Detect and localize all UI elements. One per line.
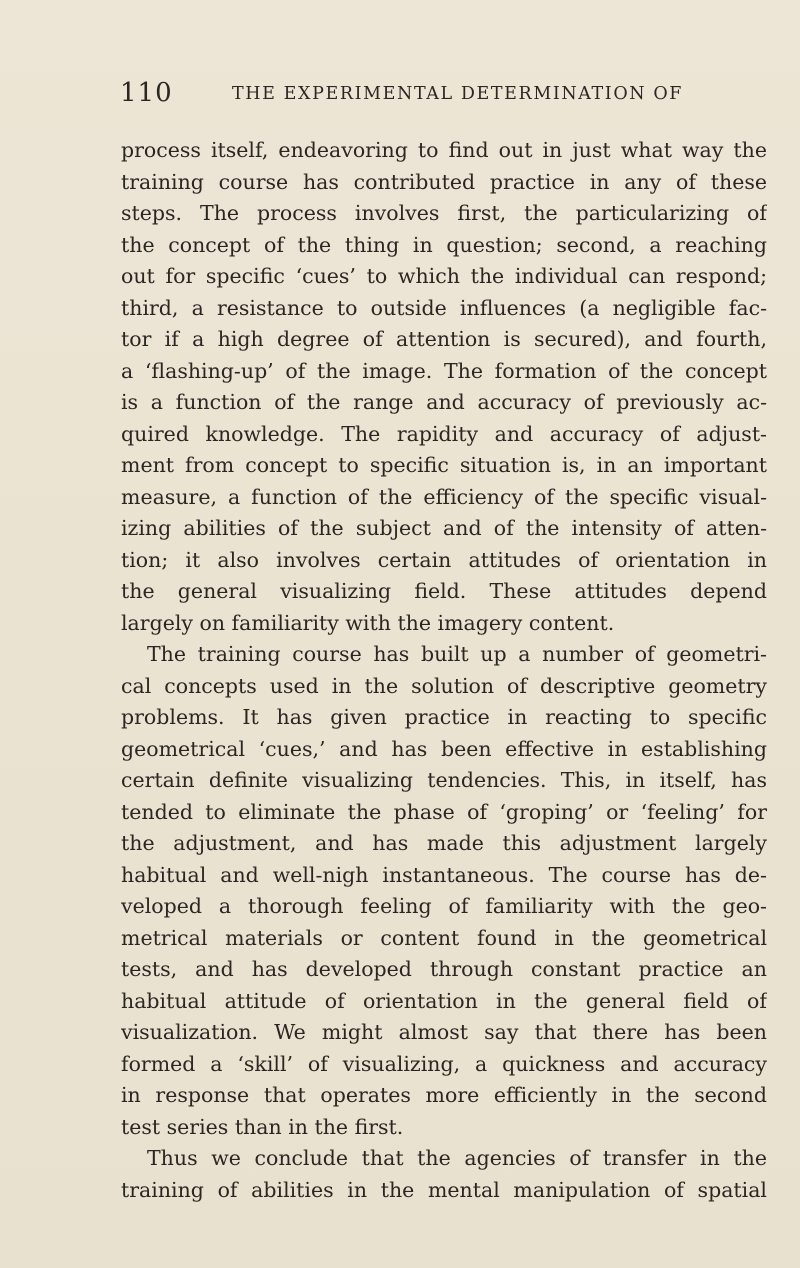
text-line: The training course has built up a number of geometri- xyxy=(147,642,767,666)
text-line: tests, and has developed through constant practice an xyxy=(121,957,767,981)
text-line: certain definite visualizing tendencies. This, in itself, has xyxy=(121,768,767,792)
text-line: tended to eliminate the phase of ‘groping’ or ‘feeling’ for xyxy=(121,799,767,824)
page-number: 110 xyxy=(120,78,173,108)
text-line: problems. It has given practice in reacting to specific xyxy=(121,705,767,729)
text-line: veloped a thorough feeling of familiarity with the geo- xyxy=(121,894,767,918)
text-line: measure, a function of the efficiency of the specific visual- xyxy=(121,484,767,509)
body-text xyxy=(121,135,767,1206)
text-line: is a function of the range and accuracy of previously ac- xyxy=(121,390,767,414)
text-line: in response that operates more efficiently in the second xyxy=(121,1083,767,1107)
text-line: cal concepts used in the solution of descriptive geometry xyxy=(121,673,767,698)
page-header xyxy=(120,78,780,114)
text-line: tion; it also involves certain attitudes of orientation in xyxy=(121,547,767,572)
text-line: habitual attitude of orientation in the general field of xyxy=(121,988,767,1013)
text-line: metrical materials or content found in the geometrical xyxy=(121,925,767,950)
text-line: process itself, endeavoring to find out in just what way the xyxy=(121,138,767,162)
text-line: quired knowledge. The rapidity and accuracy of adjust- xyxy=(121,421,767,446)
text-line: geometrical ‘cues,’ and has been effective in establishing xyxy=(121,736,767,761)
text-line: izing abilities of the subject and of the intensity of atten- xyxy=(121,516,767,540)
text-line: habitual and well-nigh instantaneous. The course has de- xyxy=(121,862,767,887)
text-line: ment from concept to specific situation is, in an important xyxy=(121,453,767,477)
text-line: largely on familiarity with the imagery content. xyxy=(121,610,615,635)
text-line: Thus we conclude that the agencies of transfer in the xyxy=(147,1146,767,1170)
text-line: visualization. We might almost say that there has been xyxy=(121,1020,767,1044)
running-head: THE EXPERIMENTAL DETERMINATION OF xyxy=(232,84,684,104)
text-line: training of abilities in the mental manipulation of spatial xyxy=(121,1177,767,1202)
text-line: out for specific ‘cues’ to which the individual can respond; xyxy=(121,264,767,288)
text-line: training course has contributed practice in any of these xyxy=(121,169,767,194)
text-line: tor if a high degree of attention is secured), and fourth, xyxy=(121,327,767,351)
text-line: the adjustment, and has made this adjustment largely xyxy=(121,831,767,855)
text-line: test series than in the first. xyxy=(121,1114,404,1139)
text-line: formed a ‘skill’ of visualizing, a quickness and accuracy xyxy=(121,1051,767,1076)
text-line: the general visualizing field. These attitudes depend xyxy=(121,579,767,603)
text-line: third, a resistance to outside influences (a negligible fac- xyxy=(121,295,767,320)
text-line: steps. The process involves first, the particularizing of xyxy=(121,201,767,225)
text-line: a ‘flashing-up’ of the image. The formation of the concept xyxy=(121,358,767,383)
text-line: the concept of the thing in question; second, a reaching xyxy=(121,232,767,257)
